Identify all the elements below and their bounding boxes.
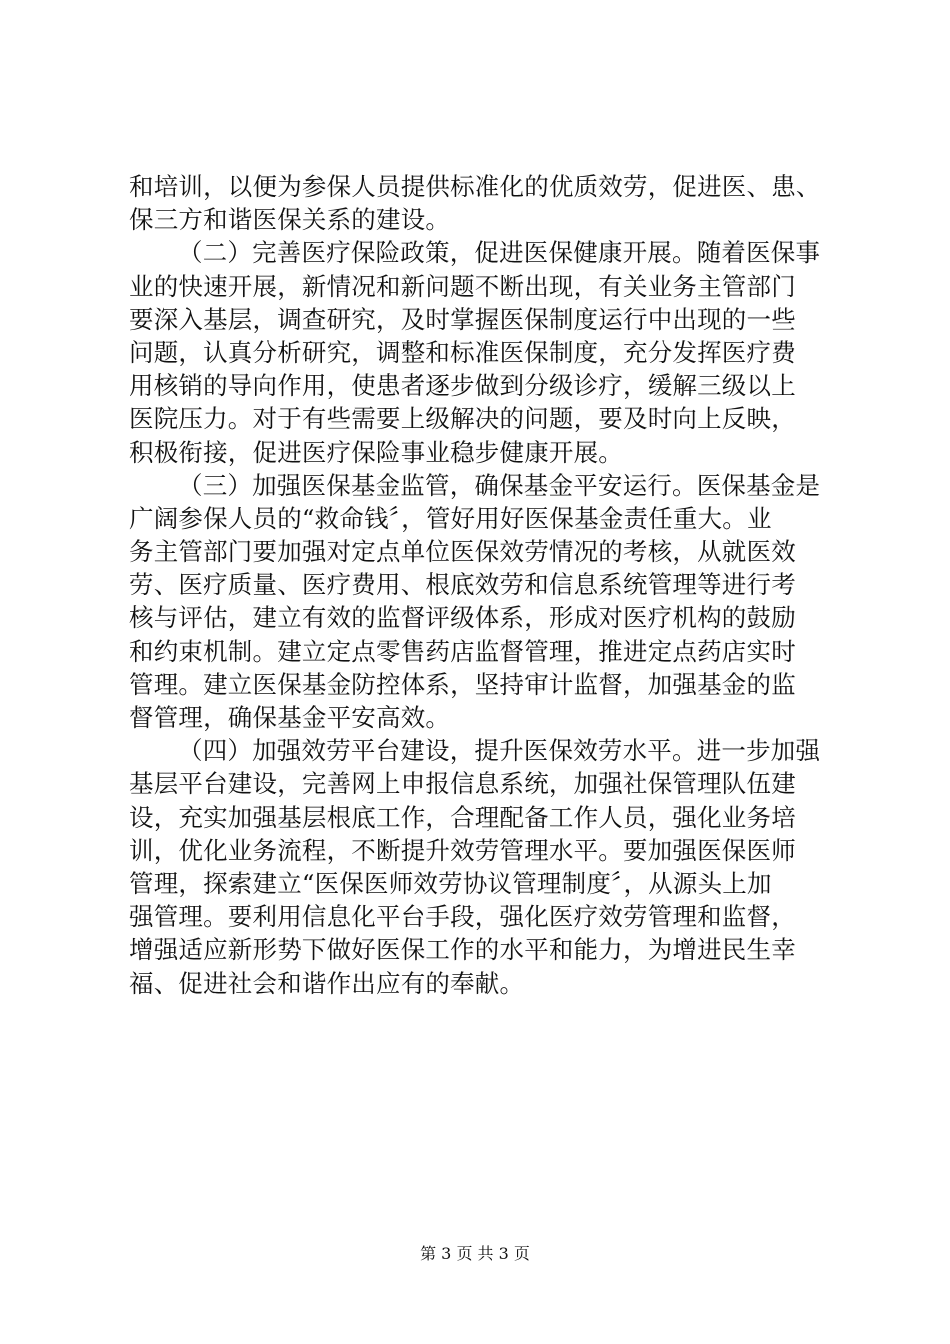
text-line: 医院压力。对于有些需要上级解决的问题，要及时向上反映，: [129, 404, 796, 434]
page-footer: 第 3 页 共 3 页: [420, 1244, 530, 1263]
text-line: 训，优化业务流程，不断提升效劳管理水平。要加强医保医师: [129, 835, 796, 865]
text-line: 基层平台建设，完善网上申报信息系统，加强社保管理队伍建: [129, 769, 796, 799]
text-line: 保三方和谐医保关系的建设。: [129, 205, 451, 235]
text-line: 和培训，以便为参保人员提供标准化的优质效劳，促进医、患、: [129, 172, 821, 201]
text-line: 设，充实加强基层根底工作，合理配备工作人员，强化业务培: [129, 802, 796, 832]
paragraph-first-line: （二）完善医疗保险政策，促进医保健康开展。随着医保事: [178, 238, 821, 268]
paragraph-first-line: （四）加强效劳平台建设，提升医保效劳水平。进一步加强: [178, 736, 821, 766]
text-line: 核与评估，建立有效的监督评级体系，形成对医疗机构的鼓励: [129, 603, 796, 633]
text-line: 督管理，确保基金平安高效。: [129, 703, 451, 732]
text-line: 积极衔接，促进医疗保险事业稳步健康开展。: [129, 437, 623, 467]
paragraph-first-line: （三）加强医保基金监管，确保基金平安运行。医保基金是: [178, 470, 821, 500]
text-line: 劳、医疗质量、医疗费用、根底效劳和信息系统管理等进行考: [129, 570, 796, 600]
text-line: 强管理。要利用信息化平台手段，强化医疗效劳管理和监督，: [129, 902, 796, 932]
text-line: 广阔参保人员的“救命钱〞，管好用好医保基金责任重大。业: [129, 503, 772, 533]
text-line: 务主管部门要加强对定点单位医保效劳情况的考核，从就医效: [129, 537, 796, 567]
text-line: 福、促进社会和谐作出应有的奉献。: [129, 968, 525, 998]
text-line: 要深入基层，调查研究，及时掌握医保制度运行中出现的一些: [129, 304, 796, 334]
text-line: 管理。建立医保基金防控体系，坚持审计监督，加强基金的监: [129, 669, 796, 699]
text-line: 业的快速开展，新情况和新问题不断出现，有关业务主管部门: [129, 271, 796, 301]
text-line: 和约束机制。建立定点零售药店监督管理，推进定点药店实时: [129, 636, 796, 666]
text-line: 用核销的导向作用，使患者逐步做到分级诊疗，缓解三级以上: [129, 371, 796, 401]
text-line: 增强适应新形势下做好医保工作的水平和能力，为增进民生幸: [129, 935, 796, 965]
document-body: [129, 170, 829, 1000]
text-line: 问题，认真分析研究，调整和标准医保制度，充分发挥医疗费: [129, 337, 796, 367]
text-line: 管理，探索建立“医保医师效劳协议管理制度〞，从源头上加: [129, 868, 772, 898]
